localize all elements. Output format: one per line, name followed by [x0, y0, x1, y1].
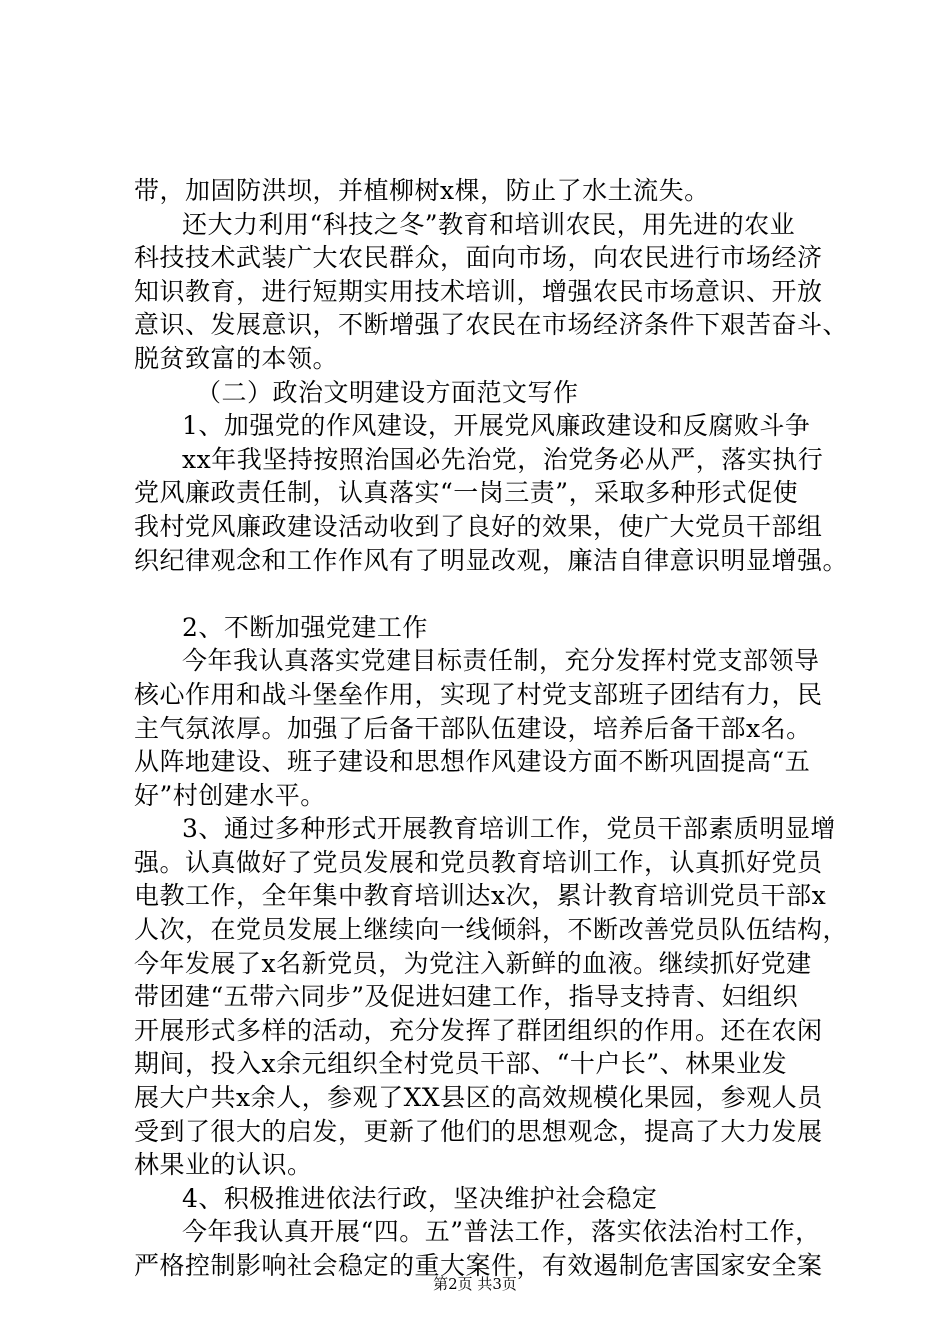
paragraph-line: 严格控制影响社会稳定的重大案件，有效遏制危害国家安全案 [134, 1251, 823, 1280]
paragraph-line: 展大户共x余人，参观了XX县区的高效规模化果园，参观人员 [134, 1083, 823, 1113]
paragraph-line: 今年发展了x名新党员，为党注入新鲜的血液。继续抓好党建 [134, 948, 812, 978]
paragraph-line: 党风廉政责任制，认真落实“一岗三责”，采取多种形式促使 [134, 478, 799, 508]
paragraph-line: 开展形式多样的活动，充分发挥了群团组织的作用。还在农闲 [134, 1015, 823, 1045]
paragraph-line: 带，加固防洪坝，并植柳树x棵，防止了水土流失。 [134, 176, 710, 205]
paragraph-line: 带团建“五带六同步”及促进妇建工作，指导支持青、妇组织 [134, 982, 799, 1012]
paragraph-line: 今年我认真开展“四。五”普法工作，落实依法治村工作， [182, 1217, 821, 1247]
paragraph-line: 意识、发展意识，不断增强了农民在市场经济条件下艰苦奋斗、 [134, 310, 849, 340]
paragraph-line: xx年我坚持按照治国必先治党，治党务必从严，落实执行 [182, 444, 824, 474]
paragraph-line: 今年我认真落实党建目标责任制，充分发挥村党支部领导 [182, 646, 820, 676]
page-number: 第2页 共3页 [433, 1275, 517, 1293]
paragraph-line: 好”村创建水平。 [134, 780, 326, 810]
paragraph-line: 织纪律观念和工作作风有了明显改观，廉洁自律意识明显增强。 [134, 545, 849, 575]
paragraph-line: 脱贫致富的本领。 [134, 343, 339, 373]
paragraph-line: 我村党风廉政建设活动收到了良好的效果，使广大党员干部组 [134, 511, 823, 541]
subsection-heading: 1、加强党的作风建设，开展党风廉政建设和反腐败斗争 [182, 411, 811, 441]
paragraph-line: 电教工作，全年集中教育培训达x次，累计教育培训党员干部x [134, 881, 827, 911]
section-heading: （二）政治文明建设方面范文写作 [196, 377, 579, 407]
blank-line [134, 577, 854, 611]
paragraph-line: 主气氛浓厚。加强了后备干部队伍建设，培养后备干部x名。 [134, 713, 812, 743]
paragraph-line: 期间，投入x余元组织全村党员干部、“十户长”、林果业发 [134, 1049, 788, 1079]
paragraph-line: 还大力利用“科技之冬”教育和培训农民，用先进的农业 [182, 209, 796, 239]
subsection-heading: 2、不断加强党建工作 [182, 612, 428, 642]
paragraph-line: 科技技术武装广大农民群众，面向市场，向农民进行市场经济 [134, 243, 823, 273]
page-footer [0, 1273, 950, 1294]
paragraph-line: 从阵地建设、班子建设和思想作风建设方面不断巩固提高“五 [134, 747, 811, 777]
document-body [134, 174, 854, 1283]
subsection-heading: 3、通过多种形式开展教育培训工作，党员干部素质明显增 [182, 814, 836, 844]
paragraph-line: 知识教育，进行短期实用技术培训，增强农民市场意识、开放 [134, 276, 823, 306]
paragraph-line: 林果业的认识。 [134, 1150, 313, 1180]
subsection-heading: 4、积极推进依法行政，坚决维护社会稳定 [182, 1183, 658, 1213]
paragraph-line: 受到了很大的启发，更新了他们的思想观念，提高了大力发展 [134, 1116, 823, 1146]
paragraph-line: 人次，在党员发展上继续向一线倾斜，不断改善党员队伍结构， [134, 915, 849, 945]
paragraph-line: 强。认真做好了党员发展和党员教育培训工作，认真抓好党员 [134, 847, 823, 877]
paragraph-line: 核心作用和战斗堡垒作用，实现了村党支部班子团结有力，民 [134, 679, 823, 709]
